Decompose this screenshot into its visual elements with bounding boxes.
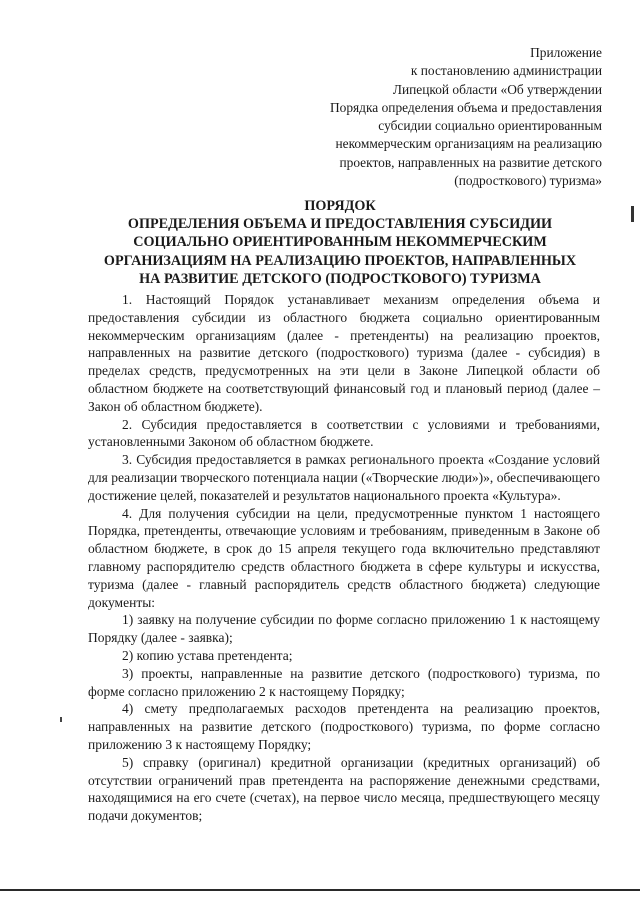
appendix-header-line: некоммерческим организациям на реализацию bbox=[335, 136, 602, 152]
document-title bbox=[80, 197, 600, 288]
scan-margin-mark bbox=[60, 717, 62, 722]
paragraph: 2. Субсидия предоставляется в соответствии с условиями и требованиями, установленными Законом об областном бюджете. bbox=[88, 416, 600, 450]
appendix-header-line: проектов, направленных на развитие детского bbox=[339, 154, 602, 170]
appendix-header-line: Липецкой области «Об утверждении bbox=[392, 81, 602, 97]
paragraph: 5) справку (оригинал) кредитной организации (кредитных организаций) об отсутствии ограничений прав претендента на распоряжение денежными средствами, находящимися на его счете (счетах), на первое число месяца, предшествующего месяцу подачи документов; bbox=[88, 754, 600, 824]
title-line: ПОРЯДОК bbox=[304, 198, 376, 214]
appendix-header-line: Приложение bbox=[530, 45, 602, 60]
paragraph: 3) проекты, направленные на развитие детского (подросткового) туризма, по форме согласно приложению 2 к настоящему Порядку; bbox=[88, 665, 600, 699]
paragraph: 3. Субсидия предоставляется в рамках регионального проекта «Создание условий для реализации творческого потенциала нации («Творческие люди»)», обеспечивающего достижение целей, показателей и результатов национального проекта «Культура». bbox=[88, 452, 600, 503]
paragraph: 1) заявку на получение субсидии по форме согласно приложению 1 к настоящему Порядку (далее - заявка); bbox=[88, 612, 600, 646]
paragraph: 1. Настоящий Порядок устанавливает механизм определения объема и предоставления субсидии из областного бюджета социально ориентированным некоммерческим организациям (далее - претенденты) на реализацию проектов, направленных на развитие детского (подросткового) туризма (далее - субсидия) в пределах средств, предусмотренных на эти цели в Законе Липецкой области об областном бюджете на соответствующий финансовый год и плановый период (далее – Закон об областном бюджете). bbox=[88, 292, 600, 414]
title-line: ОРГАНИЗАЦИЯМ НА РЕАЛИЗАЦИЮ ПРОЕКТОВ, НАПРАВЛЕННЫХ bbox=[103, 252, 577, 269]
title-line: ОПРЕДЕЛЕНИЯ ОБЪЕМА И ПРЕДОСТАВЛЕНИЯ СУБСИДИИ bbox=[127, 216, 553, 233]
title-line: НА РАЗВИТИЕ ДЕТСКОГО (ПОДРОСТКОВОГО) ТУРИЗМА bbox=[139, 270, 541, 287]
page-bottom-rule bbox=[0, 889, 640, 891]
document-body bbox=[88, 291, 600, 825]
title-line: СОЦИАЛЬНО ОРИЕНТИРОВАННЫМ НЕКОММЕРЧЕСКИМ bbox=[133, 234, 547, 251]
paragraph: 4) смету предполагаемых расходов претендента на реализацию проектов, направленных на развитие детского (подросткового) туризма, по форме согласно приложению 3 к настоящему Порядку; bbox=[88, 701, 600, 752]
appendix-header-line: (подросткового) туризма» bbox=[454, 173, 602, 189]
paragraph: 4. Для получения субсидии на цели, предусмотренные пунктом 1 настоящего Порядка, претенденты, отвечающие условиям и требованиям, приведенным в Законе об областном бюджете, в срок до 15 апреля текущего года включительно представляют главному распорядителю средств областного бюджета в сфере культуры и искусства, туризма (далее - главный распорядитель средств областного бюджета) следующие документы: bbox=[88, 505, 600, 610]
paragraph: 2) копию устава претендента; bbox=[122, 647, 293, 663]
appendix-header-line: к постановлению администрации bbox=[410, 63, 602, 79]
appendix-header bbox=[272, 44, 602, 190]
appendix-header-line: Порядка определения объема и предоставления bbox=[329, 99, 602, 115]
appendix-header-line: субсидии социально ориентированным bbox=[378, 118, 602, 134]
scan-edge-mark bbox=[631, 206, 634, 222]
